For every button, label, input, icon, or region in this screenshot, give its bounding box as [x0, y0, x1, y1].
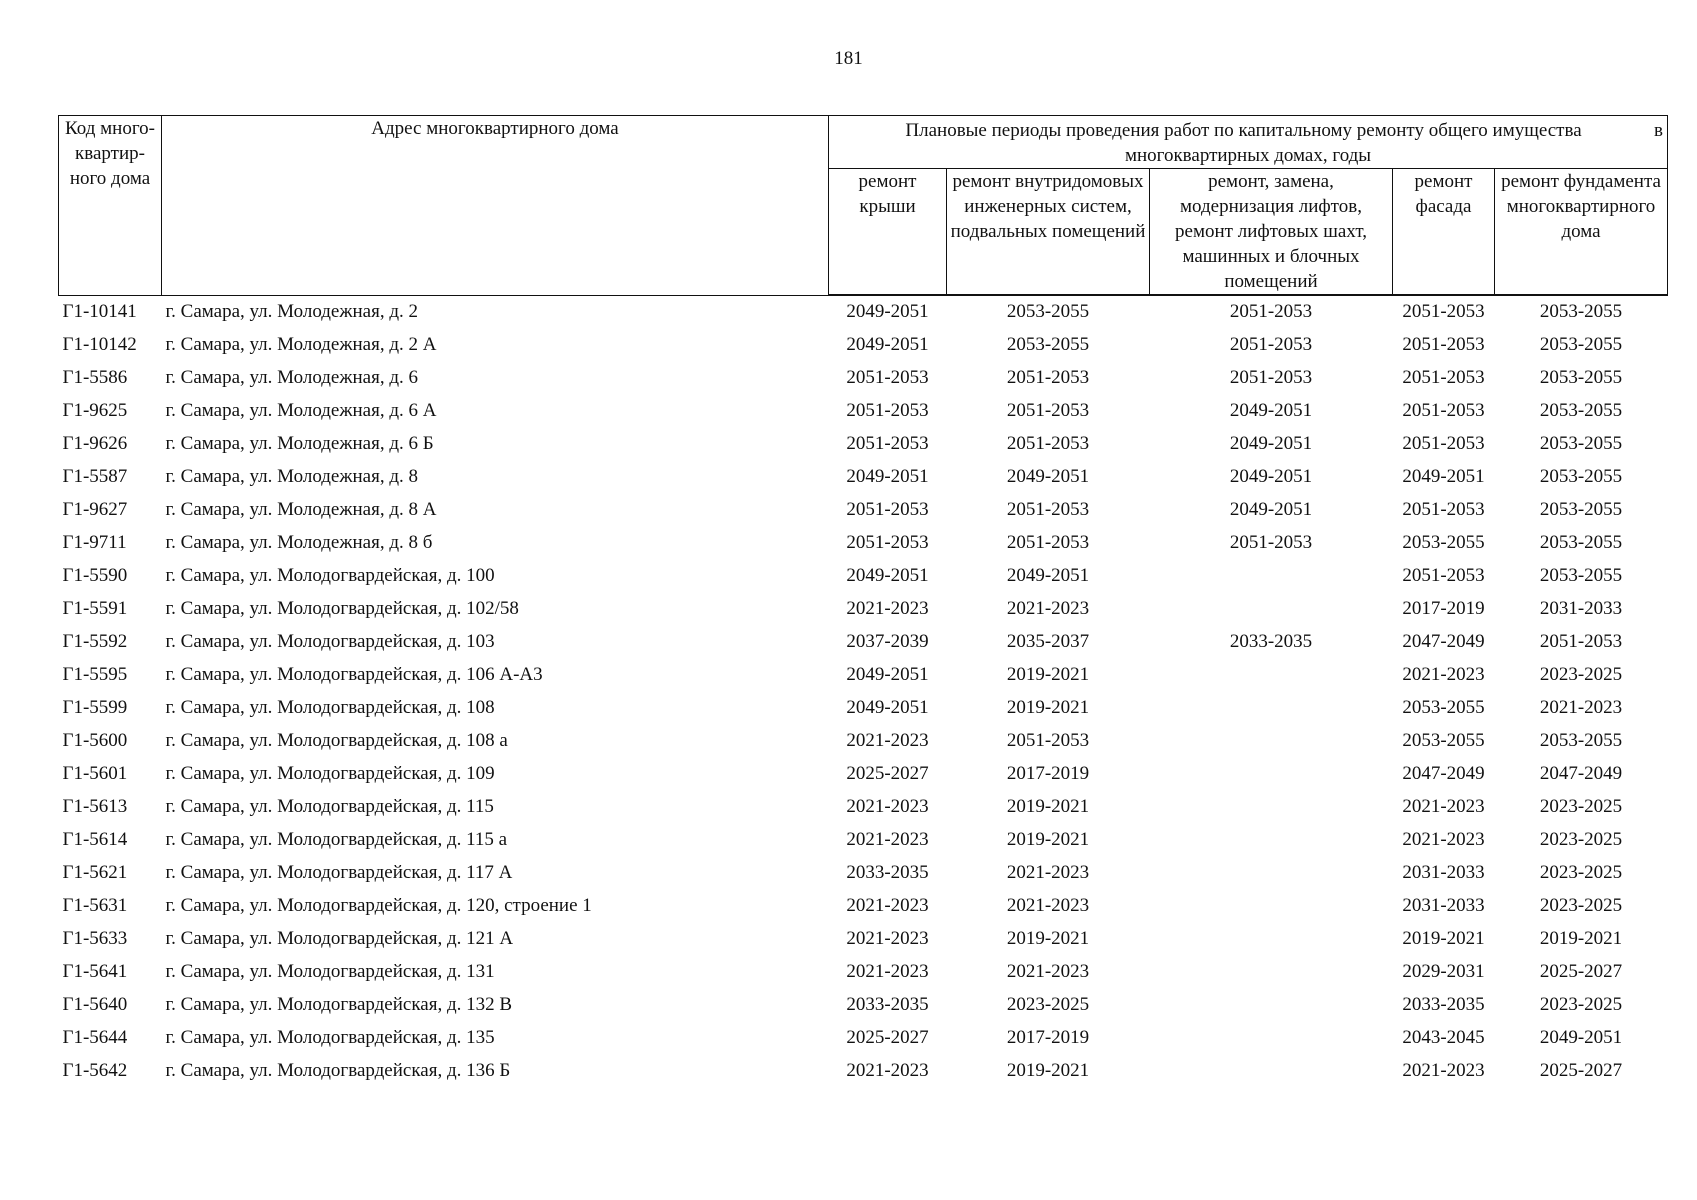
cell-facade: 2029-2031 — [1402, 961, 1485, 982]
cell-lifts — [1150, 992, 1393, 1025]
cell-lifts — [1150, 1058, 1393, 1091]
cell-address: г. Самара, ул. Молодежная, д. 2 — [165, 300, 419, 322]
header-planned-periods-line2: многоквартирных домах, годы — [1124, 145, 1372, 166]
cell-roof: 2025-2027 — [846, 763, 929, 784]
table-row — [59, 563, 1668, 596]
cell-foundation: 2023-2025 — [1539, 664, 1623, 685]
cell-facade: 2051-2053 — [1402, 433, 1485, 454]
header-planned-periods — [829, 116, 1668, 169]
cell-foundation: 2047-2049 — [1539, 763, 1623, 784]
cell-roof: 2051-2053 — [846, 499, 929, 520]
cell-engineering: 2053-2055 — [1006, 301, 1090, 322]
cell-address: г. Самара, ул. Молодогвардейская, д. 100 — [165, 565, 495, 586]
cell-address: г. Самара, ул. Молодогвардейская, д. 108 а — [165, 730, 508, 751]
cell-facade: 2043-2045 — [1402, 1027, 1485, 1048]
cell-roof: 2051-2053 — [846, 433, 929, 454]
cell-engineering: 2021-2023 — [1006, 862, 1090, 883]
cell-address: г. Самара, ул. Молодогвардейская, д. 103 — [165, 631, 495, 652]
cell-facade: 2051-2053 — [1402, 334, 1485, 355]
cell-code: Г1-9625 — [62, 400, 128, 421]
cell-lifts — [1150, 1025, 1393, 1058]
cell-facade: 2033-2035 — [1402, 994, 1485, 1015]
cell-roof: 2021-2023 — [846, 895, 929, 916]
cell-facade: 2021-2023 — [1402, 1060, 1485, 1081]
cell-facade: 2049-2051 — [1402, 466, 1485, 487]
cell-foundation: 2053-2055 — [1539, 730, 1623, 751]
cell-facade: 2051-2053 — [1402, 367, 1485, 388]
cell-roof: 2033-2035 — [846, 994, 929, 1015]
cell-engineering: 2049-2051 — [1006, 466, 1090, 487]
cell-roof: 2033-2035 — [846, 862, 929, 883]
cell-engineering: 2021-2023 — [1006, 895, 1090, 916]
cell-lifts — [1150, 596, 1393, 629]
cell-roof: 2021-2023 — [846, 1060, 929, 1081]
cell-address: г. Самара, ул. Молодежная, д. 8 б — [165, 532, 433, 553]
cell-roof: 2051-2053 — [846, 400, 929, 421]
table-row — [59, 295, 1668, 332]
cell-code: Г1-5599 — [62, 697, 128, 718]
cell-foundation: 2053-2055 — [1539, 367, 1623, 388]
cell-roof: 2049-2051 — [846, 697, 929, 718]
cell-facade: 2047-2049 — [1402, 763, 1485, 784]
cell-code: Г1-5640 — [62, 994, 128, 1015]
table-row — [59, 1058, 1668, 1091]
cell-engineering: 2051-2053 — [1006, 433, 1090, 454]
header-code: Код много-квартир-ного дома — [59, 116, 162, 296]
table-row — [59, 992, 1668, 1025]
cell-lifts — [1150, 794, 1393, 827]
cell-facade: 2031-2033 — [1402, 862, 1485, 883]
table-row — [59, 926, 1668, 959]
cell-engineering: 2019-2021 — [1006, 829, 1090, 850]
cell-facade: 2047-2049 — [1402, 631, 1485, 652]
table-row — [59, 629, 1668, 662]
cell-lifts — [1150, 926, 1393, 959]
cell-roof: 2051-2053 — [846, 532, 929, 553]
table-row — [59, 365, 1668, 398]
cell-facade: 2051-2053 — [1402, 301, 1485, 322]
table-body — [59, 295, 1668, 1091]
table-row — [59, 398, 1668, 431]
cell-roof: 2025-2027 — [846, 1027, 929, 1048]
cell-engineering: 2021-2023 — [1006, 961, 1090, 982]
cell-address: г. Самара, ул. Молодежная, д. 6 Б — [165, 433, 434, 454]
header-engineering: ремонт внутридомовых инженерных систем, подвальных помещений — [947, 169, 1150, 296]
cell-address: г. Самара, ул. Молодогвардейская, д. 131 — [165, 961, 495, 982]
cell-facade: 2021-2023 — [1402, 796, 1485, 817]
table-row — [59, 662, 1668, 695]
cell-code: Г1-5595 — [62, 664, 128, 685]
cell-roof: 2049-2051 — [846, 664, 929, 685]
cell-engineering: 2017-2019 — [1006, 1027, 1090, 1048]
cell-lifts — [1150, 860, 1393, 893]
cell-roof: 2021-2023 — [846, 829, 929, 850]
table-row — [59, 827, 1668, 860]
table-row — [59, 530, 1668, 563]
cell-foundation: 2025-2027 — [1539, 1060, 1623, 1081]
cell-foundation: 2021-2023 — [1539, 697, 1623, 718]
header-address: Адрес многоквартирного дома — [162, 116, 829, 296]
cell-code: Г1-5600 — [62, 730, 128, 751]
header-foundation: ремонт фундамента многоквартирного дома — [1495, 169, 1668, 296]
cell-foundation: 2053-2055 — [1539, 400, 1623, 421]
cell-foundation: 2023-2025 — [1539, 862, 1623, 883]
cell-code: Г1-5587 — [62, 466, 128, 487]
cell-address: г. Самара, ул. Молодогвардейская, д. 108 — [165, 697, 495, 718]
cell-engineering: 2023-2025 — [1006, 994, 1090, 1015]
cell-lifts — [1150, 827, 1393, 860]
cell-code: Г1-5631 — [62, 895, 128, 916]
cell-roof: 2021-2023 — [846, 796, 929, 817]
table-row — [59, 1025, 1668, 1058]
cell-foundation: 2049-2051 — [1539, 1027, 1623, 1048]
table-row — [59, 794, 1668, 827]
table-header — [59, 116, 1668, 296]
cell-foundation: 2053-2055 — [1539, 466, 1623, 487]
cell-code: Г1-9711 — [62, 532, 127, 553]
cell-code: Г1-5641 — [62, 961, 128, 982]
cell-code: Г1-5644 — [62, 1027, 128, 1048]
cell-lifts: 2051-2053 — [1229, 301, 1313, 322]
cell-code: Г1-9626 — [62, 433, 128, 454]
cell-foundation: 2019-2021 — [1539, 928, 1623, 949]
table-row — [59, 497, 1668, 530]
cell-engineering: 2051-2053 — [1006, 532, 1090, 553]
cell-foundation: 2053-2055 — [1539, 565, 1623, 586]
cell-foundation: 2053-2055 — [1539, 499, 1623, 520]
cell-roof: 2021-2023 — [846, 961, 929, 982]
cell-lifts — [1150, 695, 1393, 728]
table-row — [59, 761, 1668, 794]
cell-facade: 2053-2055 — [1402, 697, 1485, 718]
cell-address: г. Самара, ул. Молодежная, д. 8 А — [165, 499, 437, 520]
cell-lifts: 2051-2053 — [1229, 532, 1313, 553]
cell-foundation: 2053-2055 — [1539, 334, 1623, 355]
cell-address: г. Самара, ул. Молодежная, д. 6 — [165, 367, 419, 388]
cell-lifts — [1150, 563, 1393, 596]
cell-code: Г1-5613 — [62, 796, 128, 817]
cell-roof: 2021-2023 — [846, 928, 929, 949]
cell-roof: 2051-2053 — [846, 367, 929, 388]
header-roof: ремонт крыши — [829, 169, 947, 296]
table-row — [59, 596, 1668, 629]
cell-roof: 2021-2023 — [846, 730, 929, 751]
cell-lifts: 2051-2053 — [1229, 334, 1313, 355]
cell-roof: 2037-2039 — [846, 631, 929, 652]
cell-address: г. Самара, ул. Молодогвардейская, д. 102/58 — [165, 598, 519, 619]
cell-engineering: 2019-2021 — [1006, 697, 1090, 718]
table-row — [59, 332, 1668, 365]
cell-foundation: 2053-2055 — [1539, 301, 1623, 322]
cell-foundation: 2053-2055 — [1539, 532, 1623, 553]
cell-facade: 2053-2055 — [1402, 730, 1485, 751]
cell-address: г. Самара, ул. Молодогвардейская, д. 115 а — [165, 829, 508, 850]
cell-engineering: 2021-2023 — [1006, 598, 1090, 619]
cell-facade: 2051-2053 — [1402, 565, 1485, 586]
table-row — [59, 728, 1668, 761]
cell-facade: 2051-2053 — [1402, 400, 1485, 421]
cell-lifts: 2049-2051 — [1229, 499, 1313, 520]
table-row — [59, 431, 1668, 464]
cell-lifts — [1150, 959, 1393, 992]
header-lifts: ремонт, замена, модернизация лифтов, ремонт лифтовых шахт, машинных и блочных помещений — [1150, 169, 1393, 296]
cell-foundation: 2023-2025 — [1539, 796, 1623, 817]
cell-engineering: 2053-2055 — [1006, 334, 1090, 355]
table-row — [59, 695, 1668, 728]
cell-foundation: 2025-2027 — [1539, 961, 1623, 982]
cell-foundation: 2031-2033 — [1539, 598, 1623, 619]
cell-address: г. Самара, ул. Молодежная, д. 6 А — [165, 400, 437, 421]
cell-facade: 2019-2021 — [1402, 928, 1485, 949]
cell-address: г. Самара, ул. Молодогвардейская, д. 132 В — [165, 994, 513, 1015]
cell-engineering: 2051-2053 — [1006, 367, 1090, 388]
cell-lifts: 2049-2051 — [1229, 466, 1313, 487]
cell-address: г. Самара, ул. Молодежная, д. 8 — [165, 466, 419, 487]
page-number: 181 — [834, 48, 863, 69]
cell-address: г. Самара, ул. Молодогвардейская, д. 117 А — [165, 862, 513, 883]
table-row — [59, 959, 1668, 992]
cell-lifts — [1150, 662, 1393, 695]
cell-facade: 2017-2019 — [1402, 598, 1485, 619]
header-planned-periods-line1-tail: в — [1654, 120, 1664, 141]
cell-address: г. Самара, ул. Молодежная, д. 2 А — [165, 334, 437, 355]
cell-code: Г1-5642 — [62, 1060, 128, 1081]
cell-address: г. Самара, ул. Молодогвардейская, д. 121 А — [165, 928, 514, 949]
cell-lifts: 2051-2053 — [1229, 367, 1313, 388]
cell-address: г. Самара, ул. Молодогвардейская, д. 109 — [165, 763, 495, 784]
cell-foundation: 2051-2053 — [1539, 631, 1623, 652]
cell-facade: 2021-2023 — [1402, 664, 1485, 685]
cell-engineering: 2051-2053 — [1006, 400, 1090, 421]
cell-foundation: 2023-2025 — [1539, 829, 1623, 850]
cell-code: Г1-10142 — [62, 334, 137, 355]
cell-lifts: 2033-2035 — [1229, 631, 1313, 652]
cell-roof: 2049-2051 — [846, 565, 929, 586]
cell-lifts — [1150, 761, 1393, 794]
cell-code: Г1-5592 — [62, 631, 128, 652]
cell-foundation: 2023-2025 — [1539, 895, 1623, 916]
cell-roof: 2049-2051 — [846, 301, 929, 322]
cell-engineering: 2049-2051 — [1006, 565, 1090, 586]
cell-engineering: 2019-2021 — [1006, 1060, 1090, 1081]
cell-code: Г1-5586 — [62, 367, 128, 388]
cell-engineering: 2017-2019 — [1006, 763, 1090, 784]
cell-lifts — [1150, 893, 1393, 926]
cell-roof: 2049-2051 — [846, 334, 929, 355]
cell-roof: 2049-2051 — [846, 466, 929, 487]
cell-code: Г1-9627 — [62, 499, 128, 520]
table-row — [59, 464, 1668, 497]
cell-engineering: 2019-2021 — [1006, 664, 1090, 685]
repair-schedule-table — [58, 115, 1668, 1091]
header-facade: ремонт фасада — [1393, 169, 1495, 296]
cell-address: г. Самара, ул. Молодогвардейская, д. 120, строение 1 — [165, 895, 592, 916]
cell-lifts — [1150, 728, 1393, 761]
cell-facade: 2021-2023 — [1402, 829, 1485, 850]
cell-engineering: 2051-2053 — [1006, 730, 1090, 751]
cell-facade: 2051-2053 — [1402, 499, 1485, 520]
header-planned-periods-line1: Плановые периоды проведения работ по капитальному ремонту общего имущества — [905, 120, 1582, 141]
cell-code: Г1-5621 — [62, 862, 128, 883]
cell-address: г. Самара, ул. Молодогвардейская, д. 106 А-А3 — [165, 664, 543, 685]
cell-code: Г1-5614 — [62, 829, 128, 850]
cell-facade: 2031-2033 — [1402, 895, 1485, 916]
cell-code: Г1-5633 — [62, 928, 128, 949]
cell-lifts: 2049-2051 — [1229, 400, 1313, 421]
cell-lifts: 2049-2051 — [1229, 433, 1313, 454]
cell-address: г. Самара, ул. Молодогвардейская, д. 135 — [165, 1027, 495, 1048]
cell-engineering: 2051-2053 — [1006, 499, 1090, 520]
cell-roof: 2021-2023 — [846, 598, 929, 619]
cell-code: Г1-5590 — [62, 565, 128, 586]
cell-address: г. Самара, ул. Молодогвардейская, д. 115 — [165, 796, 494, 817]
cell-engineering: 2019-2021 — [1006, 796, 1090, 817]
cell-code: Г1-10141 — [62, 300, 137, 322]
table-row — [59, 860, 1668, 893]
cell-code: Г1-5601 — [62, 763, 128, 784]
table-row — [59, 893, 1668, 926]
cell-foundation: 2023-2025 — [1539, 994, 1623, 1015]
cell-engineering: 2035-2037 — [1006, 631, 1090, 652]
cell-engineering: 2019-2021 — [1006, 928, 1090, 949]
cell-address: г. Самара, ул. Молодогвардейская, д. 136 Б — [165, 1060, 511, 1081]
cell-foundation: 2053-2055 — [1539, 433, 1623, 454]
cell-facade: 2053-2055 — [1402, 532, 1485, 553]
cell-code: Г1-5591 — [62, 598, 128, 619]
